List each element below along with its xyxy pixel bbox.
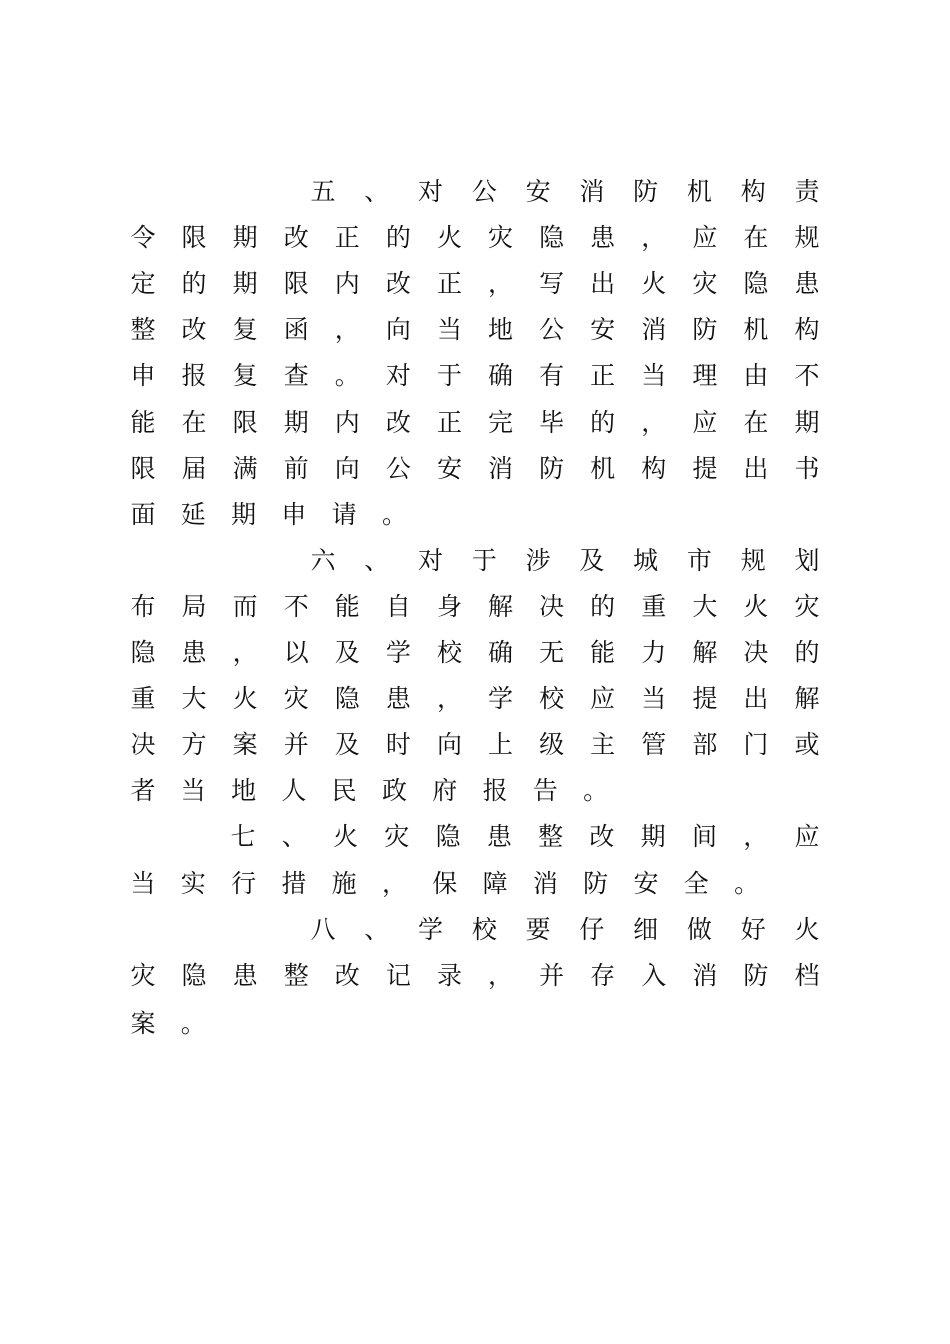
text-char: 写: [539, 269, 565, 298]
text-char: 校: [436, 638, 462, 667]
text-char: 当: [180, 776, 206, 805]
text-char: 理: [692, 361, 718, 390]
text-char: 主: [590, 730, 616, 759]
text-char: 规: [794, 223, 820, 252]
text-char: 安: [633, 869, 659, 898]
text-char: 保: [432, 869, 458, 898]
text-char: 解: [692, 638, 718, 667]
text-char: 构: [794, 315, 820, 344]
text-char: 隐: [130, 638, 156, 667]
text-char: 期: [232, 269, 258, 298]
text-char: 解: [794, 684, 820, 713]
text-line: [130, 538, 820, 584]
text-char: 函: [283, 315, 309, 344]
text-char: 的: [181, 269, 207, 298]
text-char: 防: [743, 961, 769, 990]
text-line: [130, 676, 820, 722]
text-char: 八: [310, 915, 336, 944]
text-char: ，: [743, 822, 769, 851]
text-char: 患: [232, 961, 258, 990]
text-char: 报: [482, 776, 508, 805]
text-char: 向: [385, 315, 411, 344]
text-char: 患: [590, 223, 616, 252]
text-char: 期: [232, 223, 258, 252]
text-char: 五: [310, 177, 336, 206]
text-char: 防: [539, 454, 565, 483]
text-char: 在: [743, 223, 769, 252]
text-char: 确: [488, 638, 514, 667]
text-char: 重: [130, 684, 156, 713]
text-char: 涉: [525, 546, 551, 575]
text-line: [130, 353, 820, 399]
text-char: 隐: [435, 822, 461, 851]
text-char: 火: [333, 822, 359, 851]
text-char: 有: [539, 361, 565, 390]
text-char: 规: [740, 546, 766, 575]
text-char: 大: [181, 684, 207, 713]
text-char: 定: [130, 269, 156, 298]
text-char: ，: [641, 223, 667, 252]
text-char: 案: [232, 730, 258, 759]
text-char: 、: [364, 546, 390, 575]
text-char: 应: [590, 684, 616, 713]
text-line: [130, 584, 820, 630]
text-char: ，: [334, 315, 360, 344]
text-char: 对: [418, 177, 444, 206]
text-char: 消: [488, 454, 514, 483]
text-char: ，: [436, 684, 462, 713]
text-char: 届: [181, 454, 207, 483]
text-char: 防: [583, 869, 609, 898]
text-char: 于: [471, 546, 497, 575]
text-char: 期: [231, 500, 257, 529]
text-char: 内: [334, 408, 360, 437]
text-char: 能: [334, 592, 360, 621]
text-char: 机: [686, 177, 712, 206]
text-char: 六: [310, 546, 336, 575]
text-char: 校: [539, 684, 565, 713]
text-char: 公: [385, 454, 411, 483]
text-char: 实: [180, 869, 206, 898]
text-char: 防: [692, 315, 718, 344]
text-char: 隐: [334, 684, 360, 713]
text-char: 自: [385, 592, 411, 621]
text-char: 灾: [130, 961, 156, 990]
text-line: [130, 446, 820, 492]
text-char: 身: [436, 592, 462, 621]
text-line: [130, 630, 820, 676]
text-char: 隐: [539, 223, 565, 252]
text-char: 重: [641, 592, 667, 621]
text-char: 延: [180, 500, 206, 529]
text-char: 面: [130, 500, 156, 529]
text-char: 责: [794, 177, 820, 206]
text-char: 入: [641, 961, 667, 990]
text-line: [130, 814, 820, 860]
text-char: 决: [539, 592, 565, 621]
text-char: 市: [686, 546, 712, 575]
text-char: 、: [281, 822, 307, 851]
text-char: 消: [579, 177, 605, 206]
text-char: 解: [488, 592, 514, 621]
text-char: 书: [794, 454, 820, 483]
text-char: 限: [130, 454, 156, 483]
text-char: 者: [130, 776, 156, 805]
text-char: 城: [633, 546, 659, 575]
text-char: 请: [331, 500, 357, 529]
text-char: 间: [691, 822, 717, 851]
text-char: 。: [734, 869, 760, 898]
text-line: [130, 1001, 820, 1047]
text-char: 改: [385, 408, 411, 437]
text-char: 门: [743, 730, 769, 759]
text-char: 申: [130, 361, 156, 390]
text-char: 内: [334, 269, 360, 298]
text-char: 无: [539, 638, 565, 667]
text-char: 而: [232, 592, 258, 621]
text-char: 申: [281, 500, 307, 529]
text-char: 当: [130, 869, 156, 898]
text-char: 告: [532, 776, 558, 805]
text-char: 报: [181, 361, 207, 390]
text-char: 隐: [743, 269, 769, 298]
text-char: 决: [743, 638, 769, 667]
text-char: 要: [525, 915, 551, 944]
text-char: ，: [232, 638, 258, 667]
text-char: 当: [641, 361, 667, 390]
text-char: 构: [740, 177, 766, 206]
text-char: 及: [334, 638, 360, 667]
text-char: 对: [385, 361, 411, 390]
text-char: 决: [130, 730, 156, 759]
text-char: 当: [641, 684, 667, 713]
text-char: 措: [281, 869, 307, 898]
text-char: 应: [692, 408, 718, 437]
text-char: 公: [539, 315, 565, 344]
text-char: 学: [488, 684, 514, 713]
text-line: [130, 907, 820, 953]
text-char: 向: [436, 730, 462, 759]
text-char: ，: [381, 869, 407, 898]
text-char: 火: [743, 592, 769, 621]
text-char: 正: [334, 223, 360, 252]
text-line: [130, 400, 820, 446]
text-char: 患: [385, 684, 411, 713]
text-char: 政: [381, 776, 407, 805]
text-char: 整: [283, 961, 309, 990]
text-char: 期: [283, 408, 309, 437]
text-char: 火: [436, 223, 462, 252]
text-char: 改: [589, 822, 615, 851]
text-char: 安: [525, 177, 551, 206]
text-char: 消: [532, 869, 558, 898]
text-char: 档: [794, 961, 820, 990]
text-line: [130, 261, 820, 307]
text-char: 灾: [794, 592, 820, 621]
text-char: 在: [181, 408, 207, 437]
text-char: 。: [334, 361, 360, 390]
text-char: ，: [488, 269, 514, 298]
text-char: 的: [385, 223, 411, 252]
text-char: 地: [231, 776, 257, 805]
text-char: 出: [590, 269, 616, 298]
text-char: 。: [583, 776, 609, 805]
text-line: [130, 861, 820, 907]
text-line: [130, 768, 820, 814]
text-char: 及: [334, 730, 360, 759]
text-char: 全: [683, 869, 709, 898]
text-char: 府: [432, 776, 458, 805]
text-char: 向: [334, 454, 360, 483]
text-char: 毕: [539, 408, 565, 437]
text-char: 局: [181, 592, 207, 621]
text-char: 部: [692, 730, 718, 759]
text-char: 。: [381, 500, 407, 529]
text-char: 施: [331, 869, 357, 898]
text-char: 划: [794, 546, 820, 575]
text-char: 及: [579, 546, 605, 575]
text-char: 级: [539, 730, 565, 759]
text-char: 火: [232, 684, 258, 713]
text-char: 应: [794, 822, 820, 851]
text-char: 提: [692, 684, 718, 713]
text-char: 提: [692, 454, 718, 483]
text-char: 患: [794, 269, 820, 298]
text-char: 行: [231, 869, 257, 898]
text-char: 机: [743, 315, 769, 344]
text-char: 正: [590, 361, 616, 390]
text-char: 改: [283, 223, 309, 252]
text-line: [130, 169, 820, 215]
text-char: 完: [488, 408, 514, 437]
text-char: 并: [539, 961, 565, 990]
text-char: 查: [283, 361, 309, 390]
text-line: [130, 722, 820, 768]
text-char: 不: [794, 361, 820, 390]
text-char: 由: [743, 361, 769, 390]
text-char: 时: [385, 730, 411, 759]
text-char: 出: [743, 454, 769, 483]
text-char: 机: [590, 454, 616, 483]
text-char: 不: [283, 592, 309, 621]
text-char: 大: [692, 592, 718, 621]
text-char: 七: [230, 822, 256, 851]
text-char: 记: [385, 961, 411, 990]
text-line: [130, 307, 820, 353]
text-char: 以: [283, 638, 309, 667]
text-char: 、: [364, 915, 390, 944]
text-char: 地: [488, 315, 514, 344]
text-char: 的: [590, 408, 616, 437]
text-char: 。: [180, 1009, 206, 1038]
text-char: 构: [641, 454, 667, 483]
text-char: 布: [130, 592, 156, 621]
text-char: 消: [641, 315, 667, 344]
text-char: 当: [436, 315, 462, 344]
text-char: 能: [590, 638, 616, 667]
text-char: 复: [232, 315, 258, 344]
text-char: 改: [181, 315, 207, 344]
text-char: 正: [436, 408, 462, 437]
text-char: 灾: [384, 822, 410, 851]
text-char: 民: [331, 776, 357, 805]
text-char: 整: [130, 315, 156, 344]
text-char: 学: [418, 915, 444, 944]
text-char: 上: [488, 730, 514, 759]
text-char: 做: [686, 915, 712, 944]
text-char: 患: [181, 638, 207, 667]
text-char: 期: [794, 408, 820, 437]
text-char: 限: [283, 269, 309, 298]
text-char: 管: [641, 730, 667, 759]
text-char: 人: [281, 776, 307, 805]
text-char: 录: [436, 961, 462, 990]
text-char: 安: [436, 454, 462, 483]
text-char: 于: [436, 361, 462, 390]
text-char: ，: [488, 961, 514, 990]
text-char: 案: [130, 1009, 156, 1038]
text-char: 安: [590, 315, 616, 344]
text-char: 的: [590, 592, 616, 621]
text-char: 力: [641, 638, 667, 667]
text-line: [130, 492, 820, 538]
text-char: 对: [418, 546, 444, 575]
text-char: 仔: [579, 915, 605, 944]
text-char: 应: [692, 223, 718, 252]
text-char: 限: [181, 223, 207, 252]
text-char: 期: [640, 822, 666, 851]
text-char: 能: [130, 408, 156, 437]
text-char: 患: [486, 822, 512, 851]
text-char: ，: [641, 408, 667, 437]
text-char: 火: [794, 915, 820, 944]
text-char: 正: [436, 269, 462, 298]
text-line: [130, 953, 820, 999]
text-char: 隐: [181, 961, 207, 990]
text-char: 校: [471, 915, 497, 944]
text-char: 在: [743, 408, 769, 437]
text-char: 细: [633, 915, 659, 944]
text-char: 确: [488, 361, 514, 390]
text-char: 存: [590, 961, 616, 990]
text-line: [130, 215, 820, 261]
text-char: 灾: [692, 269, 718, 298]
text-char: 好: [740, 915, 766, 944]
text-char: 复: [232, 361, 258, 390]
text-char: 、: [364, 177, 390, 206]
text-char: 改: [334, 961, 360, 990]
text-char: 公: [471, 177, 497, 206]
text-char: 消: [692, 961, 718, 990]
text-char: 改: [385, 269, 411, 298]
text-char: 的: [794, 638, 820, 667]
text-char: 灾: [283, 684, 309, 713]
text-char: 火: [641, 269, 667, 298]
text-char: 令: [130, 223, 156, 252]
text-char: 限: [232, 408, 258, 437]
text-char: 整: [538, 822, 564, 851]
text-char: 并: [283, 730, 309, 759]
text-char: 出: [743, 684, 769, 713]
text-char: 防: [633, 177, 659, 206]
text-char: 前: [283, 454, 309, 483]
text-char: 学: [385, 638, 411, 667]
text-char: 或: [794, 730, 820, 759]
text-char: 障: [482, 869, 508, 898]
text-char: 灾: [488, 223, 514, 252]
text-char: 满: [232, 454, 258, 483]
text-char: 方: [181, 730, 207, 759]
